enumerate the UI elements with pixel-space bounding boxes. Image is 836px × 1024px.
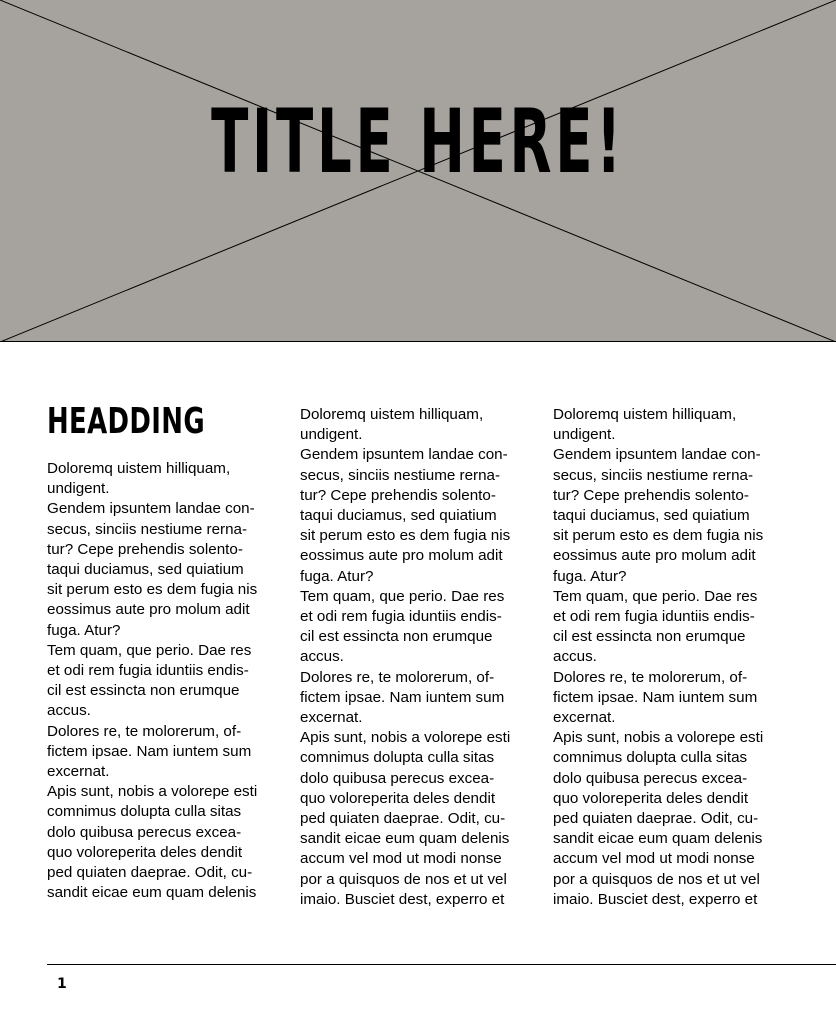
text-line: secus, sinciis nestiume rerna-: [47, 520, 248, 538]
text-line: ped quiaten daeprae. Odit, cu-: [47, 864, 253, 882]
text-line: et odi rem fugia iduntiis endis-: [553, 608, 755, 626]
text-line: Dolores re, te molorerum, of-: [47, 722, 242, 740]
text-line: Apis sunt, nobis a volorepe esti: [553, 729, 764, 747]
text-line: fictem ipsae. Nam iuntem sum: [47, 742, 252, 760]
text-line: imaio. Busciet dest, experro et: [553, 890, 758, 908]
section-heading: HEADDING: [47, 401, 205, 442]
text-line: quo voloreperita deles dendit: [47, 843, 243, 861]
text-line: Dolores re, te molorerum, of-: [553, 668, 748, 686]
text-line: sandit eicae eum quam delenis: [553, 830, 763, 848]
text-line: fuga. Atur?: [300, 567, 374, 585]
text-line: dolo quibusa perecus excea-: [300, 769, 495, 787]
text-line: taqui duciamus, sed quiatium: [300, 507, 497, 525]
text-line: Gendem ipsuntem landae con-: [300, 446, 508, 464]
text-line: Tem quam, que perio. Dae res: [553, 587, 758, 605]
text-column-1: [47, 459, 287, 903]
text-line: et odi rem fugia iduntiis endis-: [47, 662, 249, 680]
text-line: taqui duciamus, sed quiatium: [47, 561, 244, 579]
text-line: fuga. Atur?: [553, 567, 627, 585]
text-line: Apis sunt, nobis a volorepe esti: [300, 729, 511, 747]
text-line: sandit eicae eum quam delenis: [300, 830, 510, 848]
text-line: undigent.: [553, 426, 616, 444]
text-line: sit perum esto es dem fugia nis: [300, 527, 511, 545]
text-line: comnimus dolupta culla sitas: [300, 749, 495, 767]
text-line: undigent.: [300, 426, 363, 444]
text-line: Doloremq uistem hilliquam,: [553, 406, 737, 423]
text-line: fictem ipsae. Nam iuntem sum: [553, 688, 758, 706]
text-line: eossimus aute pro molum adit: [553, 547, 756, 565]
text-line: tur? Cepe prehendis solento-: [47, 540, 243, 558]
text-line: cil est essincta non erumque: [553, 628, 746, 646]
text-line: excernat.: [47, 763, 110, 781]
text-line: tur? Cepe prehendis solento-: [553, 486, 749, 504]
text-line: taqui duciamus, sed quiatium: [553, 507, 750, 525]
text-line: fuga. Atur?: [47, 621, 121, 639]
hero-bottom-border: [0, 341, 836, 342]
text-line: eossimus aute pro molum adit: [47, 601, 250, 619]
text-line: sit perum esto es dem fugia nis: [47, 581, 258, 599]
text-line: por a quisquos de nos et ut vel: [300, 870, 507, 888]
text-line: undigent.: [47, 480, 110, 498]
text-line: quo voloreperita deles dendit: [553, 789, 749, 807]
text-line: comnimus dolupta culla sitas: [47, 803, 242, 821]
page-number: 1: [57, 976, 67, 992]
footer-divider: [47, 964, 836, 965]
text-line: Tem quam, que perio. Dae res: [47, 641, 252, 659]
text-line: excernat.: [300, 709, 363, 727]
text-column-3: [553, 405, 793, 910]
text-line: cil est essincta non erumque: [47, 682, 240, 700]
text-line: sit perum esto es dem fugia nis: [553, 527, 764, 545]
text-line: accum vel mod ut modi nonse: [553, 850, 755, 868]
text-line: Doloremq uistem hilliquam,: [47, 460, 231, 477]
text-line: Dolores re, te molorerum, of-: [300, 668, 495, 686]
text-line: cil est essincta non erumque: [300, 628, 493, 646]
text-column-2: [300, 405, 540, 910]
text-line: Apis sunt, nobis a volorepe esti: [47, 783, 258, 801]
text-line: secus, sinciis nestiume rerna-: [300, 466, 501, 484]
text-line: accus.: [47, 702, 91, 720]
text-line: quo voloreperita deles dendit: [300, 789, 496, 807]
text-line: fictem ipsae. Nam iuntem sum: [300, 688, 505, 706]
text-line: Gendem ipsuntem landae con-: [47, 500, 255, 518]
text-line: comnimus dolupta culla sitas: [553, 749, 748, 767]
text-line: Doloremq uistem hilliquam,: [300, 406, 484, 423]
text-line: excernat.: [553, 709, 616, 727]
text-line: secus, sinciis nestiume rerna-: [553, 466, 754, 484]
hero-image-placeholder: [0, 0, 836, 342]
text-line: et odi rem fugia iduntiis endis-: [300, 608, 502, 626]
text-line: dolo quibusa perecus excea-: [47, 823, 242, 841]
text-line: Gendem ipsuntem landae con-: [553, 446, 761, 464]
text-line: imaio. Busciet dest, experro et: [300, 890, 505, 908]
text-line: dolo quibusa perecus excea-: [553, 769, 748, 787]
text-line: accum vel mod ut modi nonse: [300, 850, 502, 868]
text-line: accus.: [553, 648, 597, 666]
text-line: sandit eicae eum quam delenis: [47, 884, 257, 902]
text-line: accus.: [300, 648, 344, 666]
text-line: ped quiaten daeprae. Odit, cu-: [300, 810, 506, 828]
text-line: ped quiaten daeprae. Odit, cu-: [553, 810, 759, 828]
page-title: TITLE HERE!: [211, 90, 625, 193]
text-line: eossimus aute pro molum adit: [300, 547, 503, 565]
text-line: por a quisquos de nos et ut vel: [553, 870, 760, 888]
text-line: Tem quam, que perio. Dae res: [300, 587, 505, 605]
text-line: tur? Cepe prehendis solento-: [300, 486, 496, 504]
